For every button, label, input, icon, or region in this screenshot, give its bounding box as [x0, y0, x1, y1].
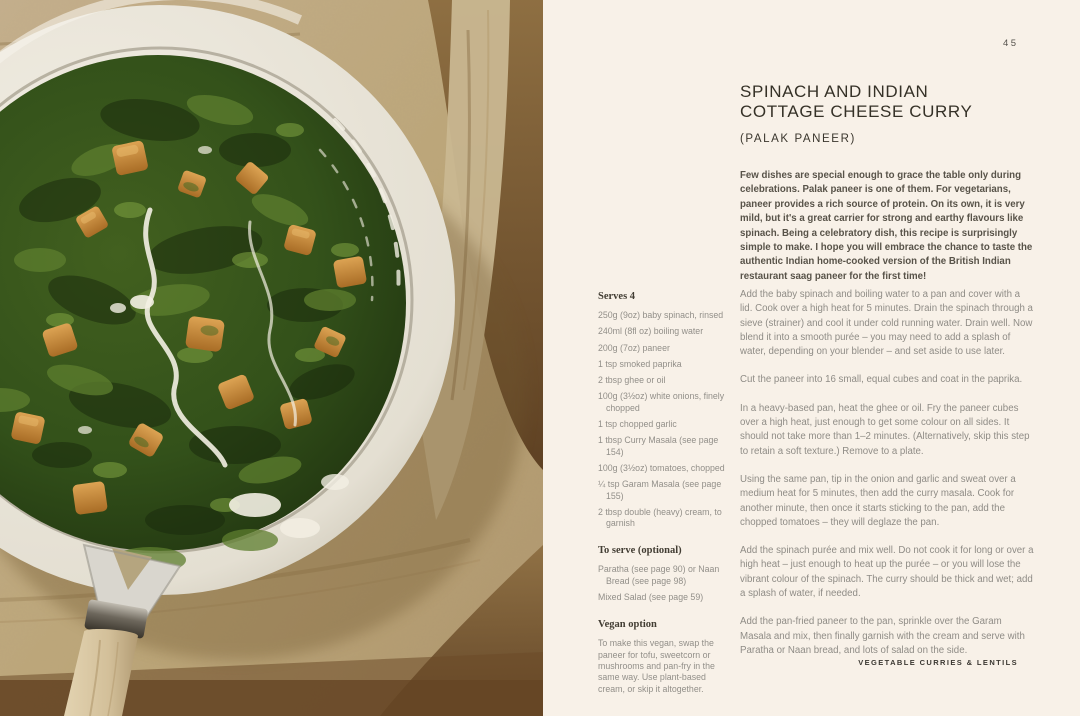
ingredient-item: 250g (9oz) baby spinach, rinsed: [598, 310, 724, 320]
recipe-title-line2: COTTAGE CHEESE CURRY: [740, 101, 973, 121]
recipe-title-line1: SPINACH AND INDIAN: [740, 82, 929, 101]
page-number: 45: [1003, 38, 1019, 49]
method-step: Using the same pan, tip in the onion and garlic and sweat over a medium heat for 5 minutes, then add the curry masala. Cook for another minute, then once it starts sticking to the pan, add the chopped tomatoes – they will deglaze the pan.: [740, 473, 1016, 528]
ingredient-item: 100g (3½oz) tomatoes, chopped: [598, 462, 725, 473]
ingredient-item: 2 tbsp double (heavy) cream, to garnish: [598, 506, 722, 529]
method-step: Add the spinach purée and mix well. Do not cook it for long or over a high heat – just enough to heat up the purée – or you will lose the vibrant colour of the spinach. The curry should be thick and wet; add a splash of water, if needed.: [740, 545, 1034, 600]
recipe-subtitle: (PALAK PANEER): [740, 133, 856, 145]
method-step: Add the pan-fried paneer to the pan, sprinkle over the Garam Masala and mix, then finally garnish with the cream and serve with Paratha or Naan bread, and lots of salad on the side.: [740, 616, 1025, 656]
ingredients-column: [598, 291, 730, 695]
recipe-header: [740, 82, 1050, 145]
chapter-footer: VEGETABLE CURRIES & LENTILS: [858, 658, 1018, 667]
ingredient-item: 1 tbsp Curry Masala (see page 154): [598, 435, 719, 457]
ingredient-item: 200g (7oz) paneer: [598, 342, 670, 353]
ingredient-item: 240ml (8fl oz) boiling water: [598, 326, 704, 337]
serves-heading: Serves 4: [598, 291, 636, 302]
to-serve-item: Mixed Salad (see page 59): [598, 592, 704, 603]
ingredient-item: 1 tsp chopped garlic: [598, 419, 677, 430]
ingredient-item: 1 tsp smoked paprika: [598, 358, 682, 369]
ingredient-item: 2 tbsp ghee or oil: [598, 375, 666, 386]
method-step: Cut the paneer into 16 small, equal cubes and coat in the paprika.: [740, 374, 1023, 386]
recipe-page: [543, 0, 1080, 716]
method-column: [740, 288, 1034, 672]
to-serve-heading: To serve (optional): [598, 545, 682, 557]
ingredient-item: 100g (3½oz) white onions, finely chopped: [598, 391, 725, 413]
vegan-heading: Vegan option: [598, 619, 657, 631]
method-step: Add the baby spinach and boiling water to a pan and cover with a lid. Cook over a high heat for 5 minutes. Drain the spinach through a sieve (strainer) and cool it under cold running water. Drain well. Now blend it into a smooth purée – you may need to add a splash of water, depending on your blender – and set aside to use later.: [740, 289, 1033, 358]
ingredient-item: ¼ tsp Garam Masala (see page 155): [598, 479, 722, 501]
method-step: In a heavy-based pan, heat the ghee or oil. Fry the paneer cubes over a high heat, just enough to get some colour on all sides. It should not take more than 1–2 minutes. (Alternatively, skip this step to retain a soft texture.) Remove to a plate.: [740, 402, 1030, 457]
to-serve-item: Paratha (see page 90) or Naan Bread (see page 98): [598, 564, 720, 586]
recipe-intro: Few dishes are special enough to grace the table only during celebrations. Palak paneer is one of them. For vegetarians, paneer provides a rich source of protein. On its own, it is very mild, but it's a great carrier for strong and earthy flavours like spinach. Being a celebratory dish, this recipe is surprisingly simple to make. I hope you will embrace the chance to taste the authentic Indian home-cooked version of the British Indian restaurant saag paneer for the first time!: [740, 170, 1033, 282]
vegan-note: To make this vegan, swap the paneer for tofu, sweetcorn or mushrooms and pan-fry in the same way. Use plant-based cream, or skip it altogether.: [598, 638, 715, 694]
